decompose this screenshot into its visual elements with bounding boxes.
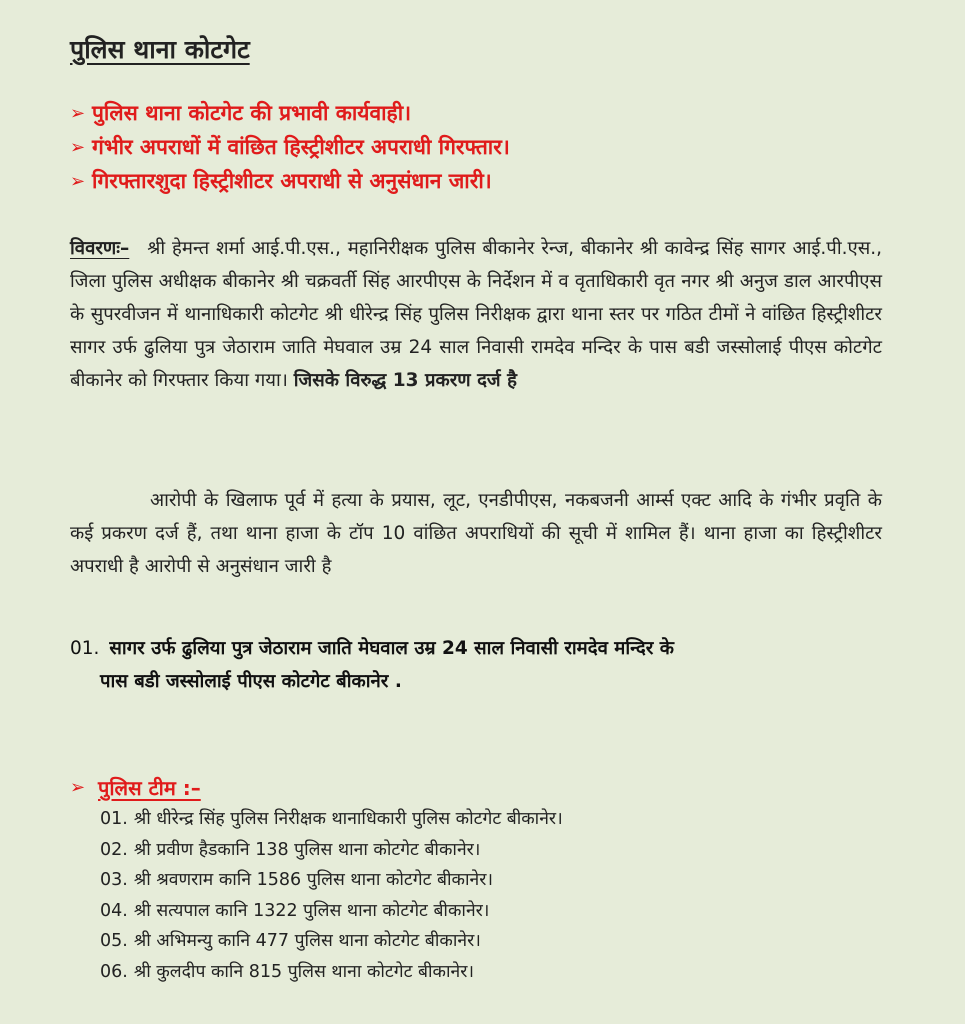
arrow-bullet-icon: ➢ [70,136,86,158]
arrow-bullet-icon: ➢ [70,102,86,124]
team-member-text: श्री सत्यपाल कानि 1322 पुलिस थाना कोटगेट बीकानेर। [133,900,490,921]
highlight-item [70,164,510,198]
accused-line-2: पास बडी जस्सोलाई पीएस कोटगेट बीकानेर . [100,671,402,692]
details-label: विवरणः– [70,238,130,259]
highlight-item [70,130,510,164]
case-count-text: जिसके विरुद्ध 13 प्रकरण दर्ज है [293,370,517,391]
team-member [100,926,563,957]
team-member [100,835,563,866]
arrow-bullet-icon: ➢ [70,777,86,798]
team-member-number: 03. [100,870,128,890]
team-label: पुलिस टीम :– [98,776,201,800]
team-member-text: श्री श्रवणराम कानि 1586 पुलिस थाना कोटगेट बीकानेर। [133,870,493,890]
team-heading [70,774,201,801]
details-text: श्री हेमन्त शर्मा आई.पी.एस., महानिरीक्षक पुलिस बीकानेर रेन्ज, बीकानेर श्री कावेन्द्र सिंह सागर आई.पी.एस., जिला पुलिस अधीक्षक बीकानेर श्री चक्रवर्ती सिंह आरपीएस के निर्देशन में व वृताधिकारी वृत नगर श्री अनुज डाल आरपीएस के सुपरवीजन में थानाधिकारी कोटगेट श्री धीरेन्द्र सिंह पुलिस निरीक्षक द्वारा थाना स्तर पर गठित टीमों ने वांछित हिस्ट्रीशीटर सागर उर्फ ढुलिया पुत्र जेठाराम जाति मेघवाल उम्र 24 साल निवासी रामदेव मन्दिर के पास बडी जस्सोलाई पीएस कोटगेट बीकानेर को गिरफ्तार किया गया। [70,238,882,391]
criminal-record-paragraph: आरोपी के खिलाफ पूर्व में हत्या के प्रयास, लूट, एनडीपीएस, नकबजनी आर्म्स एक्ट आदि के गंभीर प्रवृति के कई प्रकरण दर्ज हैं, तथा थाना हाजा के टॉप 10 वांछित अपराधियों की सूची में शामिल हैं। थाना हाजा का हिस्ट्रीशीटर अपराधी है आरोपी से अनुसंधान जारी है [70,490,882,577]
highlight-list [70,96,510,198]
team-member [100,957,563,988]
team-member [100,804,563,835]
team-member-text: श्री धीरेन्द्र सिंह पुलिस निरीक्षक थानाधिकारी पुलिस कोटगेट बीकानेर। [133,809,563,829]
team-member-number: 04. [100,900,128,921]
team-member-number: 02. [100,839,128,860]
highlight-text: पुलिस थाना कोटगेट की प्रभावी कार्यवाही। [92,101,412,125]
team-member-text: श्री कुलदीप कानि 815 पुलिस थाना कोटगेट बीकानेर। [133,961,474,982]
accused-number: 01. [70,638,100,659]
team-member [100,896,563,927]
page-title: पुलिस थाना कोटगेट [70,35,250,64]
accused-line-1: सागर उर्फ ढुलिया पुत्र जेठाराम जाति मेघवाल उम्र 24 साल निवासी रामदेव मन्दिर के [109,638,674,659]
highlight-item [70,96,510,130]
team-member-number: 05. [100,931,128,951]
details-paragraph [70,232,882,397]
team-member [100,865,563,896]
arrow-bullet-icon: ➢ [70,170,86,192]
team-member-text: श्री प्रवीण हैडकानि 138 पुलिस थाना कोटगेट बीकानेर। [133,839,481,860]
accused-entry [70,632,882,698]
highlight-text: गंभीर अपराधों में वांछित हिस्ट्रीशीटर अपराधी गिरफ्तार। [92,135,510,159]
team-list [100,804,563,987]
team-member-text: श्री अभिमन्यु कानि 477 पुलिस थाना कोटगेट बीकानेर। [133,931,481,951]
team-member-number: 06. [100,961,128,982]
team-member-number: 01. [100,809,128,829]
highlight-text: गिरफ्तारशुदा हिस्ट्रीशीटर अपराधी से अनुसंधान जारी। [92,169,492,193]
